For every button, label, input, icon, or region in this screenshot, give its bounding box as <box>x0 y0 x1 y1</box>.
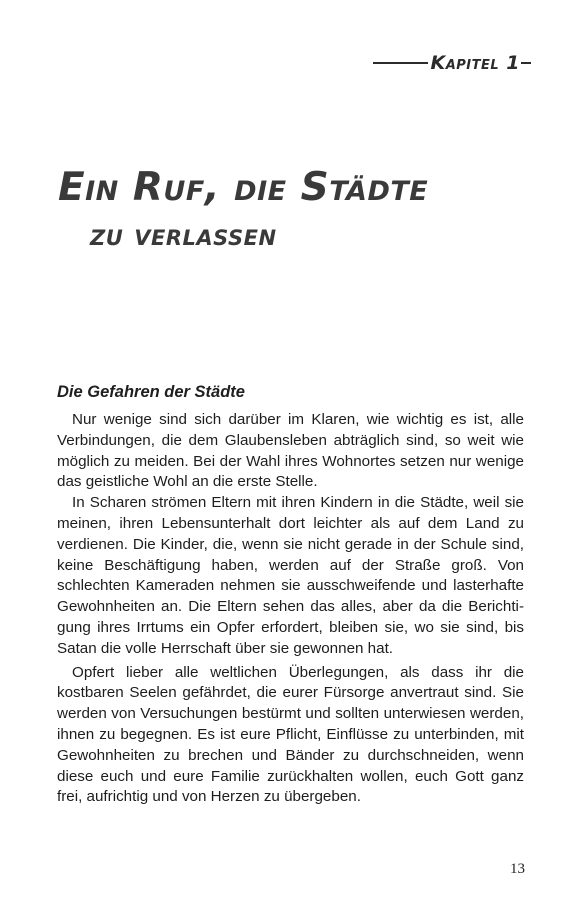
page-number: 13 <box>510 861 525 877</box>
paragraph: Nur wenige sind sich darüber im Klaren, wie wichtig es ist, alle Verbindungen, die dem Glaubensleben abträglich sind, so weit wie möglich zu meiden. Bei der Wahl ihres Wohnortes setzen nur wenige das geistliche Wohl an die erste Stelle. <box>57 411 524 491</box>
chapter-title-line1: Ein Ruf, die Städte <box>58 165 429 210</box>
body-text <box>57 410 524 808</box>
chapter-label <box>373 52 531 74</box>
paragraph: Opfert lieber alle weltlichen Überlegungen, als dass ihr die kostbaren Seelen gefährdet, die eurer Fürsorge anvertraut sind. Sie werden von Versuchungen bestürmt und sollten unterwiesen werden, ihnen zu begegnen. Es ist eure Pflicht, Einflüsse zu unterbinden, mit Gewohnheiten zu brechen und Bänder zu durchschneiden, wenn diese euch und eure Familie zurückhalten wollen, euch Gott ganz frei, aufrichtig und von Herzen zu übergeben. <box>57 663 524 806</box>
section-heading: Die Gefahren der Städte <box>57 383 245 401</box>
chapter-rule <box>373 62 428 64</box>
chapter-title-line2: zu verlassen <box>90 218 277 253</box>
chapter-title <box>58 165 538 253</box>
chapter-rule-end <box>521 62 531 64</box>
paragraph: In Scharen strömen Eltern mit ihren Kindern in die Städte, weil sie meinen, ihren Lebensunterhalt dort leichter als auf dem Land zu verdienen. Die Kinder, die, wenn sie nicht gerade in der Schule sind, keine Beschäftigung haben, werden auf der Straße groß. Von schlechten Kameraden nehmen sie ausschweifende und lasterhafte Gewohnheiten an. Die Eltern sehen das alles, aber da die Berichtigung ihres Irrtums ein Opfer erfordert, bleiben sie, wo sie sind, bis Satan die volle Herrschaft über sie gewonnen hat. <box>57 494 524 657</box>
chapter-label-text: Kapitel 1 <box>430 52 520 74</box>
